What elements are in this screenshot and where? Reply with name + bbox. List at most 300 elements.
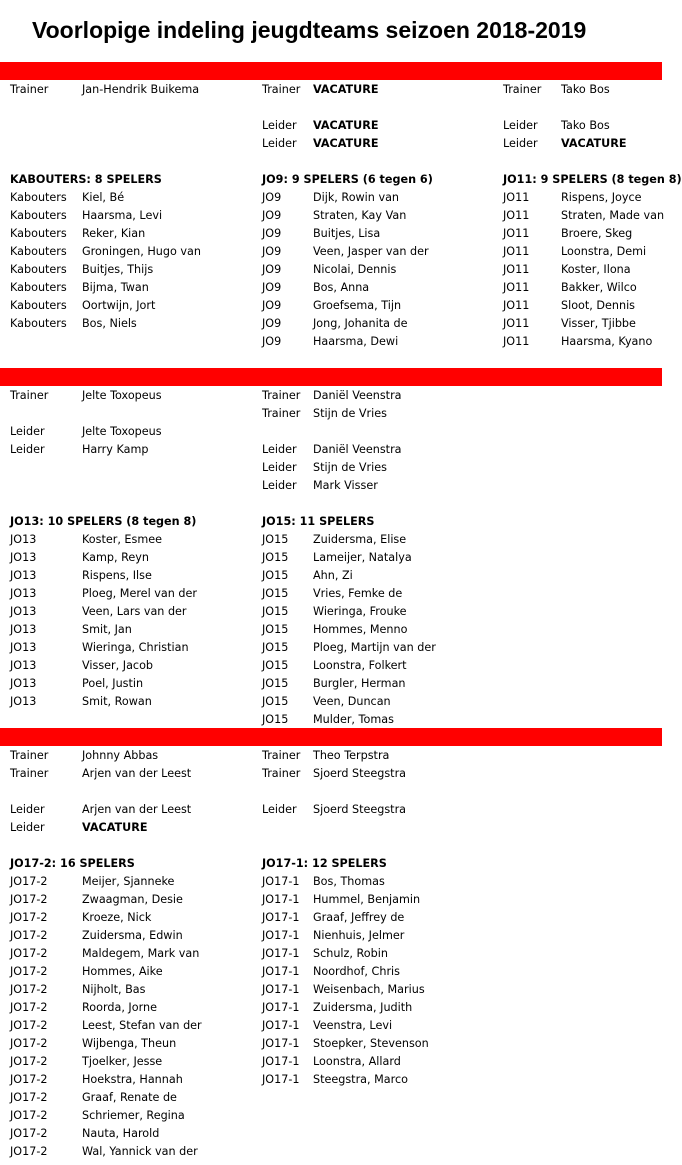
player-team: JO17-2 <box>10 1037 48 1050</box>
blank-row <box>10 117 162 135</box>
player-name: Tjoelker, Jesse <box>82 1055 163 1068</box>
player-team: JO11 <box>503 227 530 240</box>
staff-name: Tako Bos <box>561 119 610 132</box>
player-name: Nijholt, Bas <box>82 983 146 996</box>
player-name: Graaf, Renate de <box>82 1091 177 1104</box>
staff-row <box>503 81 682 99</box>
player-row <box>262 693 391 711</box>
player-name: Wal, Yannick van der <box>82 1145 198 1158</box>
staff-row <box>10 765 192 783</box>
staff-row <box>262 81 433 99</box>
staff-name: Daniël Veenstra <box>313 443 402 456</box>
player-row <box>262 207 433 225</box>
player-team: Kabouters <box>10 263 67 276</box>
blank-row <box>10 495 196 513</box>
blank-row <box>262 99 433 117</box>
staff-row <box>262 387 402 405</box>
player-row <box>10 945 200 963</box>
player-row <box>262 225 433 243</box>
staff-role: Leider <box>262 443 297 456</box>
player-name: Buitjes, Thijs <box>82 263 154 276</box>
player-team: JO17-2 <box>10 875 48 888</box>
player-team: JO13 <box>10 695 37 708</box>
player-row <box>10 1089 177 1107</box>
player-row <box>262 243 433 261</box>
player-row <box>10 963 163 981</box>
player-name: Schulz, Robin <box>313 947 388 960</box>
blank-row <box>262 423 374 441</box>
player-row <box>262 963 400 981</box>
staff-row <box>262 441 402 459</box>
player-name: Smit, Jan <box>82 623 132 636</box>
player-team: JO13 <box>10 605 37 618</box>
staff-name: Arjen van der Leest <box>82 803 192 816</box>
staff-role: Leider <box>10 821 45 834</box>
player-name: Kiel, Bé <box>82 191 125 204</box>
player-row <box>10 243 201 261</box>
player-team: JO11 <box>503 335 530 348</box>
player-row <box>10 261 162 279</box>
player-row <box>262 549 412 567</box>
player-row <box>262 603 407 621</box>
staff-role: Trainer <box>503 83 542 96</box>
player-team: JO11 <box>503 245 530 258</box>
player-team: JO17-1 <box>262 929 300 942</box>
section-divider-bar <box>0 62 662 80</box>
staff-name: VACATURE <box>313 119 379 132</box>
player-name: Bos, Niels <box>82 317 137 330</box>
team-column <box>10 81 201 333</box>
team-heading: JO9: 9 SPELERS (6 tegen 6) <box>262 173 433 186</box>
staff-role: Trainer <box>262 749 301 762</box>
staff-role: Trainer <box>262 407 301 420</box>
player-team: JO13 <box>10 641 37 654</box>
player-row <box>10 1053 163 1071</box>
player-name: Groningen, Hugo van <box>82 245 201 258</box>
player-row <box>503 243 682 261</box>
player-team: JO15 <box>262 713 289 726</box>
player-team: JO9 <box>262 299 282 312</box>
player-row <box>10 207 162 225</box>
team-column <box>503 81 682 351</box>
player-team: JO15 <box>262 605 289 618</box>
staff-row <box>262 405 387 423</box>
blank-row <box>262 153 433 171</box>
player-team: JO9 <box>262 317 282 330</box>
player-name: Bakker, Wilco <box>561 281 637 294</box>
player-row <box>503 261 682 279</box>
staff-row <box>503 135 682 153</box>
player-row <box>10 225 162 243</box>
player-name: Zuidersma, Elise <box>313 533 407 546</box>
player-name: Leest, Stefan van der <box>82 1019 202 1032</box>
player-name: Graaf, Jeffrey de <box>313 911 405 924</box>
player-row <box>10 657 196 675</box>
player-row <box>262 621 408 639</box>
player-team: JO15 <box>262 623 289 636</box>
player-name: Wieringa, Christian <box>82 641 189 654</box>
player-name: Jong, Johanita de <box>313 317 408 330</box>
player-name: Kamp, Reyn <box>82 551 149 564</box>
player-name: Reker, Kian <box>82 227 146 240</box>
player-row <box>262 945 387 963</box>
player-name: Visser, Tjibbe <box>561 317 636 330</box>
staff-name: Johnny Abbas <box>82 749 159 762</box>
player-name: Haarsma, Kyano <box>561 335 653 348</box>
player-row <box>10 279 162 297</box>
staff-role: Leider <box>503 119 538 132</box>
player-row <box>10 1107 185 1125</box>
staff-name: Stijn de Vries <box>313 461 387 474</box>
player-team: JO17-1 <box>262 983 300 996</box>
staff-name: Sjoerd Steegstra <box>313 767 407 780</box>
player-row <box>10 909 152 927</box>
blank-row <box>10 153 162 171</box>
staff-name: Sjoerd Steegstra <box>313 803 407 816</box>
player-row <box>10 585 196 603</box>
player-name: Koster, Ilona <box>561 263 631 276</box>
player-row <box>262 639 436 657</box>
staff-name: Tako Bos <box>561 83 610 96</box>
player-team: JO9 <box>262 281 282 294</box>
staff-row <box>262 477 378 495</box>
staff-role: Leider <box>262 461 297 474</box>
player-row <box>262 1071 408 1089</box>
player-team: JO15 <box>262 677 289 690</box>
player-team: JO17-1 <box>262 1037 300 1050</box>
staff-row <box>10 423 196 441</box>
player-row <box>10 1035 177 1053</box>
blank-row <box>262 837 387 855</box>
player-row <box>262 261 433 279</box>
player-row <box>503 279 682 297</box>
player-team: JO15 <box>262 641 289 654</box>
blank-row <box>10 405 196 423</box>
staff-row <box>10 747 159 765</box>
player-row <box>262 567 374 585</box>
player-name: Stoepker, Stevenson <box>313 1037 429 1050</box>
blank-row <box>10 477 196 495</box>
player-name: Rispens, Ilse <box>82 569 152 582</box>
team-heading: JO17-2: 16 SPELERS <box>10 857 135 870</box>
player-row <box>10 603 196 621</box>
player-row <box>10 639 196 657</box>
staff-role: Leider <box>503 137 538 150</box>
player-name: Haarsma, Dewi <box>313 335 399 348</box>
team-column <box>262 81 433 351</box>
player-row <box>262 909 405 927</box>
player-name: Lameijer, Natalya <box>313 551 412 564</box>
player-row <box>10 567 196 585</box>
player-name: Ploeg, Martijn van der <box>313 641 436 654</box>
player-row <box>262 999 413 1017</box>
player-team: JO15 <box>262 533 289 546</box>
player-team: JO17-1 <box>262 1055 300 1068</box>
player-row <box>262 675 406 693</box>
player-row <box>10 531 196 549</box>
staff-name: Jelte Toxopeus <box>82 425 162 438</box>
player-team: JO11 <box>503 317 530 330</box>
player-name: Veen, Jasper van der <box>313 245 429 258</box>
player-name: Dijk, Rowin van <box>313 191 400 204</box>
player-team: JO13 <box>10 659 37 672</box>
player-team: JO17-2 <box>10 1019 48 1032</box>
player-name: Bos, Thomas <box>313 875 385 888</box>
player-name: Weisenbach, Marius <box>313 983 425 996</box>
player-row <box>10 1017 202 1035</box>
staff-row <box>10 801 192 819</box>
player-row <box>503 207 682 225</box>
player-name: Haarsma, Levi <box>82 209 163 222</box>
player-team: JO13 <box>10 587 37 600</box>
player-name: Bos, Anna <box>313 281 370 294</box>
player-row <box>262 531 407 549</box>
player-team: JO17-1 <box>262 893 300 906</box>
staff-role: Leider <box>262 137 297 150</box>
player-team: JO17-2 <box>10 1001 48 1014</box>
player-team: JO17-2 <box>10 893 48 906</box>
player-row <box>262 711 394 729</box>
team-heading: JO11: 9 SPELERS (8 tegen 8) <box>503 173 682 186</box>
staff-row <box>262 135 433 153</box>
staff-name: Theo Terpstra <box>313 749 390 762</box>
player-name: Veen, Lars van der <box>82 605 187 618</box>
player-name: Hoekstra, Hannah <box>82 1073 183 1086</box>
player-row <box>503 297 682 315</box>
staff-name: Jan-Hendrik Buikema <box>82 83 200 96</box>
player-team: JO9 <box>262 191 282 204</box>
player-team: JO17-2 <box>10 911 48 924</box>
player-team: JO17-1 <box>262 1073 300 1086</box>
player-name: Wieringa, Frouke <box>313 605 407 618</box>
staff-row <box>10 819 148 837</box>
player-row <box>10 981 146 999</box>
staff-row <box>10 387 196 405</box>
player-name: Burgler, Herman <box>313 677 406 690</box>
player-team: JO17-1 <box>262 911 300 924</box>
blank-row <box>503 99 682 117</box>
player-row <box>262 189 433 207</box>
player-name: Straten, Made van <box>561 209 665 222</box>
player-row <box>503 333 682 351</box>
blank-row <box>10 459 196 477</box>
player-name: Buitjes, Lisa <box>313 227 381 240</box>
player-team: JO11 <box>503 263 530 276</box>
blank-row <box>10 99 162 117</box>
player-team: JO15 <box>262 695 289 708</box>
player-name: Wijbenga, Theun <box>82 1037 177 1050</box>
player-row <box>10 1071 183 1089</box>
player-team: JO13 <box>10 623 37 636</box>
player-name: Broere, Skeg <box>561 227 633 240</box>
player-row <box>503 225 682 243</box>
blank-row <box>262 783 387 801</box>
player-name: Rispens, Joyce <box>561 191 642 204</box>
staff-name: Arjen van der Leest <box>82 767 192 780</box>
player-row <box>10 297 162 315</box>
player-name: Oortwijn, Jort <box>82 299 156 312</box>
player-team: JO15 <box>262 551 289 564</box>
staff-role: Leider <box>262 119 297 132</box>
player-team: JO11 <box>503 209 530 222</box>
player-row <box>10 675 196 693</box>
player-name: Schriemer, Regina <box>82 1109 185 1122</box>
player-name: Loonstra, Allard <box>313 1055 401 1068</box>
player-team: JO17-2 <box>10 1127 48 1140</box>
staff-row <box>262 459 387 477</box>
staff-role: Trainer <box>10 749 49 762</box>
player-team: JO17-2 <box>10 965 48 978</box>
player-name: Nienhuis, Jelmer <box>313 929 405 942</box>
team-column <box>10 387 196 711</box>
player-team: JO17-2 <box>10 1109 48 1122</box>
player-name: Smit, Rowan <box>82 695 152 708</box>
player-name: Nauta, Harold <box>82 1127 160 1140</box>
staff-role: Leider <box>10 443 45 456</box>
player-team: JO13 <box>10 677 37 690</box>
section-divider-bar <box>0 368 662 386</box>
player-row <box>262 657 407 675</box>
staff-name: Daniël Veenstra <box>313 389 402 402</box>
player-team: JO17-2 <box>10 929 48 942</box>
page-title: Voorlopige indeling jeugdteams seizoen 2018-2019 <box>32 17 587 43</box>
player-team: JO9 <box>262 263 282 276</box>
player-name: Bijma, Twan <box>82 281 149 294</box>
player-team: JO13 <box>10 533 37 546</box>
player-row <box>503 315 682 333</box>
player-name: Mulder, Tomas <box>313 713 394 726</box>
player-name: Poel, Justin <box>82 677 144 690</box>
player-team: JO11 <box>503 281 530 294</box>
player-name: Kroeze, Nick <box>82 911 152 924</box>
blank-row <box>262 819 387 837</box>
player-row <box>10 693 196 711</box>
player-row <box>262 1035 429 1053</box>
player-row <box>10 315 162 333</box>
player-team: Kabouters <box>10 299 67 312</box>
player-team: Kabouters <box>10 281 67 294</box>
staff-name: VACATURE <box>82 821 148 834</box>
staff-name: Jelte Toxopeus <box>82 389 162 402</box>
staff-role: Leider <box>262 803 297 816</box>
player-name: Maldegem, Mark van <box>82 947 200 960</box>
player-name: Veenstra, Levi <box>313 1019 393 1032</box>
player-row <box>262 333 433 351</box>
player-team: JO17-1 <box>262 1019 300 1032</box>
player-row <box>262 315 433 333</box>
player-team: Kabouters <box>10 317 67 330</box>
staff-name: VACATURE <box>313 137 379 150</box>
staff-row <box>503 117 682 135</box>
player-team: JO9 <box>262 335 282 348</box>
player-team: JO13 <box>10 551 37 564</box>
team-heading: JO17-1: 12 SPELERS <box>262 857 387 870</box>
staff-row <box>10 81 200 99</box>
player-row <box>10 549 196 567</box>
blank-row <box>10 783 135 801</box>
player-name: Zuidersma, Judith <box>313 1001 413 1014</box>
player-name: Ploeg, Merel van der <box>82 587 197 600</box>
player-row <box>262 981 425 999</box>
staff-role: Trainer <box>10 83 49 96</box>
player-name: Noordhof, Chris <box>313 965 400 978</box>
player-team: JO11 <box>503 299 530 312</box>
player-team: JO9 <box>262 227 282 240</box>
staff-row <box>262 765 407 783</box>
player-team: Kabouters <box>10 227 67 240</box>
player-team: JO17-1 <box>262 965 300 978</box>
player-name: Hommes, Menno <box>313 623 408 636</box>
player-team: JO15 <box>262 587 289 600</box>
player-team: JO17-1 <box>262 947 300 960</box>
team-heading: JO13: 10 SPELERS (8 tegen 8) <box>10 515 197 528</box>
player-row <box>10 891 183 909</box>
staff-role: Trainer <box>262 389 301 402</box>
player-team: Kabouters <box>10 191 67 204</box>
player-team: JO17-2 <box>10 1091 48 1104</box>
staff-role: Trainer <box>262 767 301 780</box>
player-name: Nicolai, Dennis <box>313 263 397 276</box>
player-team: JO11 <box>503 191 530 204</box>
player-row <box>262 297 433 315</box>
player-row <box>10 1143 198 1161</box>
player-row <box>262 891 421 909</box>
player-team: JO17-2 <box>10 983 48 996</box>
team-heading: JO15: 11 SPELERS <box>262 515 375 528</box>
team-heading: KABOUTERS: 8 SPELERS <box>10 173 162 186</box>
staff-role: Leider <box>262 479 297 492</box>
player-name: Ahn, Zi <box>313 569 353 582</box>
player-team: JO17-2 <box>10 1073 48 1086</box>
player-team: Kabouters <box>10 245 67 258</box>
player-row <box>10 873 175 891</box>
player-row <box>262 585 403 603</box>
player-name: Vries, Femke de <box>313 587 403 600</box>
staff-role: Leider <box>10 803 45 816</box>
player-row <box>10 927 183 945</box>
staff-role: Trainer <box>262 83 301 96</box>
blank-row <box>503 153 682 171</box>
player-name: Steegstra, Marco <box>313 1073 408 1086</box>
staff-name: VACATURE <box>561 137 627 150</box>
player-name: Loonstra, Demi <box>561 245 647 258</box>
section-divider-bar <box>0 728 662 746</box>
staff-role: Trainer <box>10 767 49 780</box>
player-team: JO9 <box>262 209 282 222</box>
player-name: Koster, Esmee <box>82 533 162 546</box>
staff-name: Mark Visser <box>313 479 378 492</box>
team-column <box>10 747 202 1161</box>
player-team: JO17-1 <box>262 1001 300 1014</box>
player-name: Zuidersma, Edwin <box>82 929 183 942</box>
staff-role: Trainer <box>10 389 49 402</box>
staff-row <box>262 117 433 135</box>
staff-row <box>10 441 196 459</box>
player-row <box>10 621 196 639</box>
player-team: Kabouters <box>10 209 67 222</box>
player-row <box>262 873 387 891</box>
player-row <box>10 999 157 1017</box>
player-row <box>262 1017 393 1035</box>
player-name: Groefsema, Tijn <box>313 299 402 312</box>
player-row <box>262 1053 401 1071</box>
staff-name: Harry Kamp <box>82 443 149 456</box>
staff-name: Stijn de Vries <box>313 407 387 420</box>
player-team: JO15 <box>262 659 289 672</box>
player-name: Sloot, Dennis <box>561 299 636 312</box>
team-column <box>262 747 429 1089</box>
blank-row <box>262 495 374 513</box>
